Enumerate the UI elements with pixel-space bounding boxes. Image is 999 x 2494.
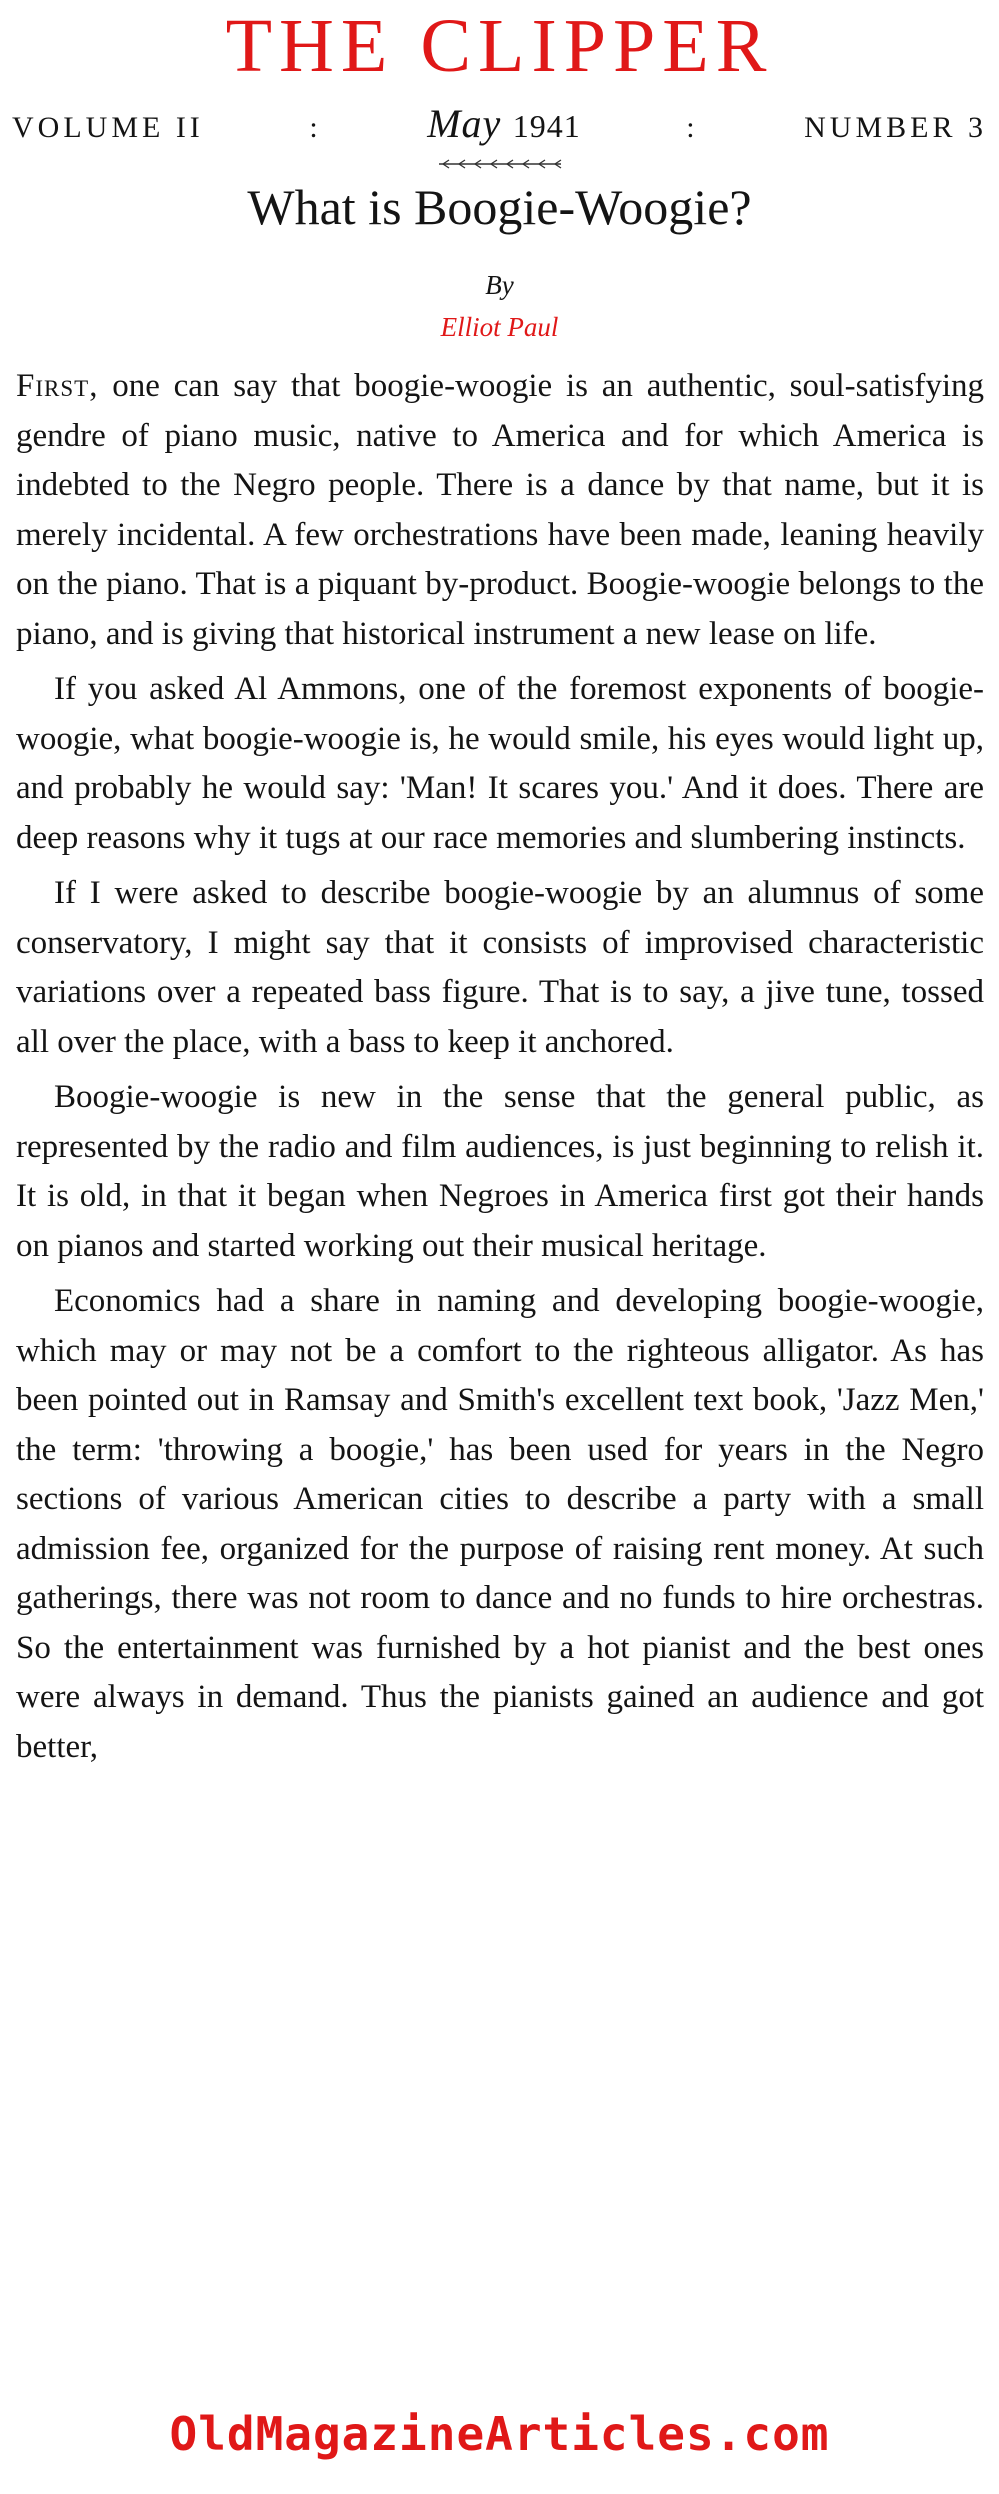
ornament-divider-icon [435, 157, 565, 171]
article-body [16, 362, 984, 1778]
volume-label: VOLUME II [12, 111, 204, 144]
number-separator: : [686, 111, 699, 144]
article-headline: What is Boogie-Woogie? [247, 179, 752, 235]
paragraph: If you asked Al Ammons, one of the foremost exponents of boogie-woogie, what boogie-woogie is, he would smile, his eyes would light up, and probably he would say: 'Man! It scares you.' And it does. There are deep reasons why it tugs at our race memories and slumbering instincts. [16, 671, 984, 856]
paragraph: If I were asked to describe boogie-woogie by an alumnus of some conservatory, I might say that it consists of improvised characteristic variations over a repeated bass figure. That is to say, a jive tune, tossed all over the place, with a bass to keep it anchored. [16, 875, 984, 1060]
issue-year: 1941 [512, 108, 581, 144]
issue-date [427, 100, 581, 147]
site-watermark: OldMagazineArticles.com [169, 2407, 830, 2461]
lead-word: First, [16, 368, 99, 404]
byline: By [485, 270, 514, 300]
author-name: Elliot Paul [440, 312, 559, 342]
volume-line [12, 100, 987, 147]
issue-number: NUMBER 3 [804, 111, 987, 144]
paragraph-text: one can say that boogie-woogie is an authentic, soul-satisfying gendre of piano music, native to America and for which America is indebted to the Negro people. There is a dance by that name, but it is merely incidental. A few orchestrations have been made, leaning heavily on the piano. That is a piquant by-product. Boogie-woogie belongs to the piano, and is giving that historical instrument a new lease on life. [16, 368, 984, 652]
masthead-title: THE CLIPPER [225, 4, 774, 88]
issue-month: May [427, 101, 502, 146]
volume-separator: : [309, 111, 322, 144]
paragraph: Economics had a share in naming and developing boogie-woogie, which may or may not be a comfort to the righteous alligator. As has been pointed out in Ramsay and Smith's excellent text book, 'Jazz Men,' the term: 'throwing a boogie,' has been used for years in the Negro sections of various American cities to describe a party with a small admission fee, organized for the purpose of raising rent money. At such gatherings, there was not room to dance and no funds to hire orchestras. So the entertainment was furnished by a hot pianist and the best ones were always in demand. Thus the pianists gained an audience and got better, [16, 1283, 984, 1765]
paragraph: Boogie-woogie is new in the sense that the general public, as represented by the radio and film audiences, is just beginning to relish it. It is old, in that it began when Negroes in America first got their hands on pianos and started working out their musical heritage. [16, 1079, 984, 1264]
paragraph [16, 362, 984, 659]
